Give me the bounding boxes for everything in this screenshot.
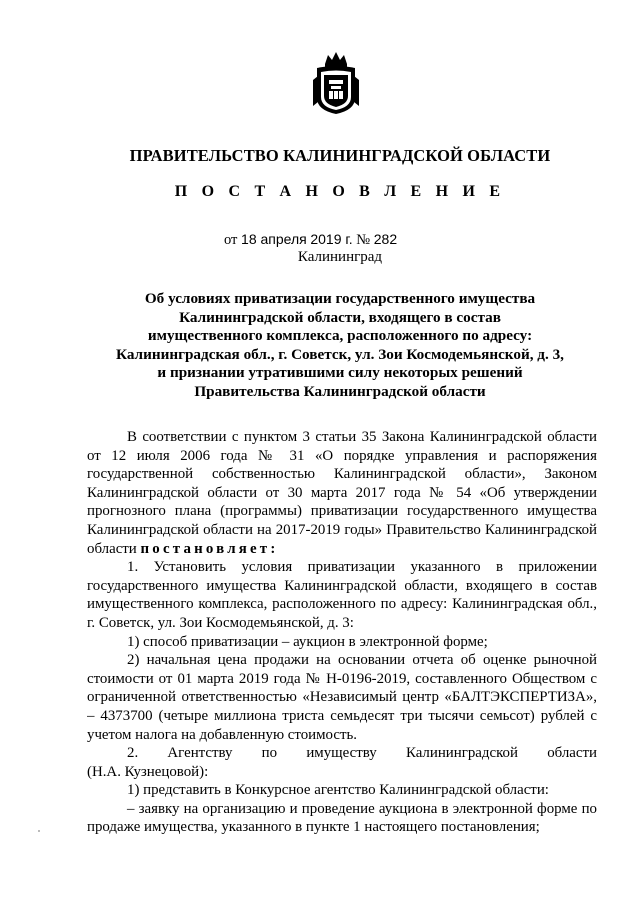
title-line: и признании утратившими силу некоторых решений <box>157 364 523 382</box>
body-line: Калининградской области от 30 марта 2017 года № 54 «Об утверждении <box>87 484 597 501</box>
number-prefix: № <box>356 232 371 248</box>
body-line: г. Советск, ул. Зои Космодемьянской, д. 3: <box>87 614 354 631</box>
title-line: Калининградской области, входящего в состав <box>179 308 501 326</box>
title-line: Об условиях приватизации государственного имущества <box>144 290 536 307</box>
organization-title: ПРАВИТЕЛЬСТВО КАЛИНИНГРАДСКОЙ ОБЛАСТИ <box>129 146 551 165</box>
body-line: 1) способ приватизации – аукцион в электронной форме; <box>127 633 488 650</box>
body-line: стоимости от 01 марта 2019 года № Н-0196-2019, составленного Обществом с <box>87 670 597 687</box>
date-year: 2019 г. <box>310 231 353 247</box>
date-prefix: от <box>224 232 238 248</box>
body-line: Калининградской области на 2017-2019 годы» Правительство Калининградской <box>87 521 597 538</box>
date-value: 18 апреля <box>241 231 307 247</box>
body-line: – заявку на организацию и проведение аукциона в электронной форме по <box>127 800 597 817</box>
body-line: (Н.А. Кузнецовой): <box>87 763 209 780</box>
date-line <box>224 231 397 249</box>
body-line: ограниченной ответственностью «Независимый центр «БАЛТЭКСПЕРТИЗА», <box>87 689 597 706</box>
body-line: В соответствии с пунктом 3 статьи 35 Закона Калининградской области <box>127 429 597 445</box>
body-line: 2. Агентству по имуществу Калининградской области <box>127 745 597 762</box>
body-line: продаже имущества, указанного в пункте 1 настоящего постановления; <box>87 819 540 836</box>
body-line: имущественного комплекса, расположенного по адресу: Калининградская обл., <box>87 596 597 613</box>
body-text: области <box>87 540 137 557</box>
document-type: П О С Т А Н О В Л Е Н И Е <box>174 183 506 200</box>
title-line: имущественного комплекса, расположенного по адресу: <box>147 327 533 345</box>
body-line: от 12 июля 2006 года № 31 «О порядке управления и распоряжения <box>87 447 597 464</box>
body-line: 1. Установить условия приватизации указанного в приложении <box>127 559 597 576</box>
decree-title <box>60 290 620 402</box>
title-line: Калининградская обл., г. Советск, ул. Зои Космодемьянской, д. 3, <box>116 345 564 363</box>
body-line: 2) начальная цена продажи на основании отчета об оценке рыночной <box>127 652 597 669</box>
body-line: – 4373700 (четыре миллиона триста семьдесят три тысячи семьсот) рублей с <box>87 707 597 724</box>
decree-number: 282 <box>373 231 398 247</box>
body-line: прогнозного плана (программы) приватизации государственного имущества <box>87 503 597 520</box>
decree-body <box>87 428 597 837</box>
body-line: 1) представить в Конкурсное агентство Калининградской области: <box>127 782 549 799</box>
scan-speck <box>38 830 40 832</box>
body-line <box>87 540 597 559</box>
coat-of-arms-icon <box>311 50 361 116</box>
title-line: Правительства Калининградской области <box>194 382 486 400</box>
body-line: государственного имущества Калининградской области, входящего в состав <box>87 577 597 594</box>
body-line: учетом налога на добавленную стоимость. <box>87 726 358 743</box>
city: Калининград <box>297 249 383 265</box>
body-line: государственной собственностью Калининградской области», Законом <box>87 466 597 483</box>
decree-keyword: постановляет: <box>140 540 279 557</box>
